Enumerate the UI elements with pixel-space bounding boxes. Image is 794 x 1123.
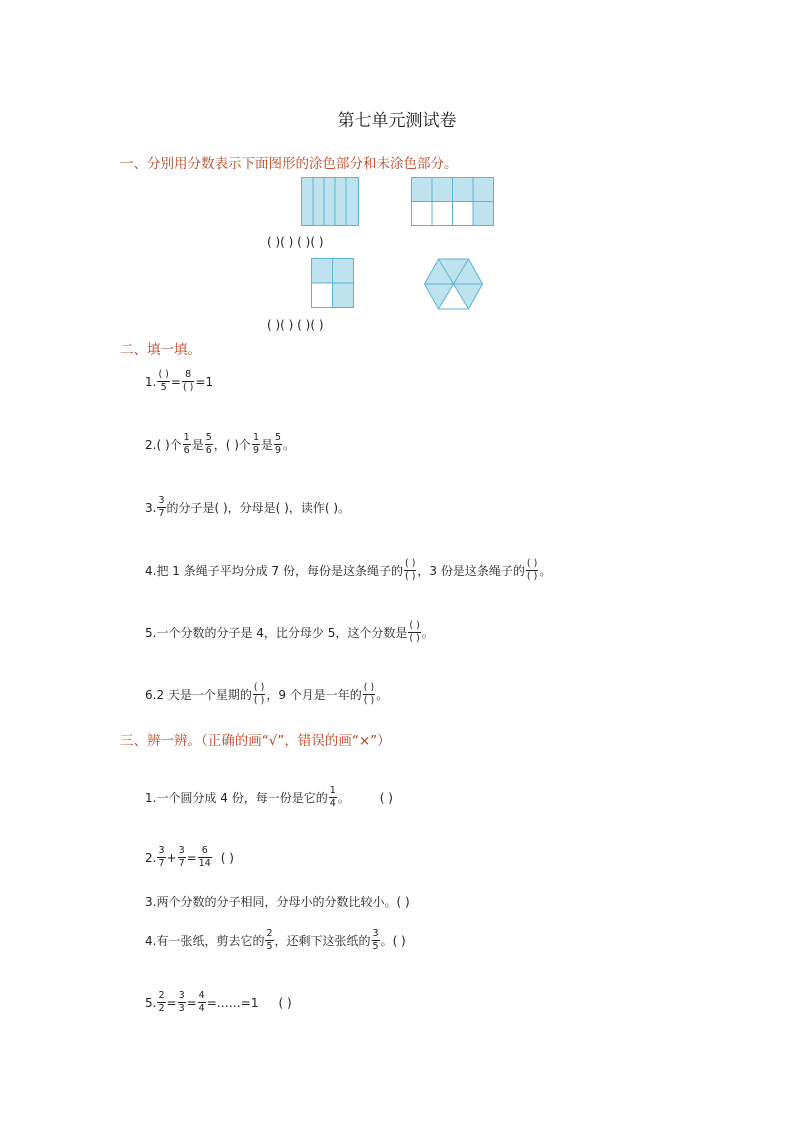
blank-fraction[interactable] (526, 559, 538, 582)
fraction-1-6 (183, 433, 191, 456)
figure-square-2x2 (311, 258, 354, 308)
page-title: 第七单元测试卷 (337, 111, 457, 131)
text: 。 (539, 564, 552, 578)
denominator: 9 (275, 445, 282, 456)
denominator: 5 (160, 382, 167, 393)
denominator: 4 (198, 1003, 205, 1014)
answer-row-2: ( )( ) ( )( ) (267, 318, 324, 332)
denominator: 5 (372, 941, 379, 952)
fraction-8-over-blank (182, 370, 194, 393)
text: 是 (260, 438, 273, 452)
numerator: 1 (329, 785, 336, 796)
denominator: 14 (198, 858, 211, 869)
blank-fraction[interactable] (253, 683, 265, 706)
text: 。 (376, 688, 389, 702)
fraction-5-9 (274, 433, 282, 456)
plus-sign: + (166, 850, 177, 865)
judge-question-3 (145, 893, 410, 910)
text: ，( )个 (213, 438, 251, 452)
fill-question-5 (145, 621, 434, 644)
numerator: 3 (372, 928, 379, 939)
numerator: 8 (185, 369, 192, 380)
question-number: 1. (145, 374, 157, 389)
numerator: 1 (183, 432, 190, 443)
numerator-blank[interactable]: ( ) (158, 369, 169, 380)
blank-fraction[interactable] (363, 683, 375, 706)
text: 的分子是( )，分母是( )，读作( )。 (166, 501, 351, 515)
fill-question-3 (145, 496, 350, 519)
denominator: 4 (329, 798, 336, 809)
answer-bracket[interactable]: ( ) (379, 790, 393, 805)
numerator: 1 (252, 432, 259, 443)
judge-question-1 (145, 786, 393, 809)
fraction-1-9 (252, 433, 260, 456)
numerator-blank[interactable]: ( ) (404, 558, 416, 569)
numerator-blank[interactable]: ( ) (253, 682, 265, 693)
fraction-1-4 (329, 786, 337, 809)
fill-question-4 (145, 559, 551, 582)
fraction-blank-over-5 (157, 370, 169, 393)
denominator: 9 (252, 445, 259, 456)
fraction-4-4 (198, 991, 206, 1014)
question-number: 5. (145, 995, 157, 1010)
answer-bracket[interactable]: ( ) (220, 850, 234, 865)
equals-sign: = (166, 995, 177, 1010)
denominator-blank[interactable]: ( ) (363, 695, 375, 706)
numerator-blank[interactable]: ( ) (409, 620, 420, 631)
answer-bracket[interactable]: ( ) (278, 995, 292, 1010)
fraction-3-7 (157, 496, 165, 519)
figure-vertical-strips (301, 177, 359, 226)
section1-heading: 一、分别用分数表示下面图形的涂色部分和未涂色部分。 (120, 156, 458, 172)
numerator: 5 (205, 432, 212, 443)
fraction-5-6 (205, 433, 213, 456)
denominator: 2 (158, 1003, 165, 1014)
text: 。 (283, 438, 296, 452)
denominator: 6 (205, 445, 212, 456)
denominator-blank[interactable]: ( ) (182, 382, 194, 393)
fraction-3-7 (178, 846, 186, 869)
denominator: 3 (178, 1003, 185, 1014)
numerator: 3 (178, 845, 185, 856)
fraction-6-14 (198, 846, 212, 869)
equals-one: =1 (195, 374, 214, 389)
numerator: 6 (201, 845, 208, 856)
equals-sign: = (186, 995, 197, 1010)
numerator-blank[interactable]: ( ) (526, 558, 538, 569)
denominator-blank[interactable]: ( ) (253, 695, 265, 706)
equals-one: =……=1 (206, 995, 259, 1010)
denominator: 5 (266, 941, 273, 952)
judge-question-4 (145, 929, 406, 952)
denominator: 7 (158, 858, 165, 869)
equals-sign: = (170, 374, 181, 389)
judge-question-5 (145, 991, 292, 1014)
numerator-blank[interactable]: ( ) (363, 682, 375, 693)
text: ，还剩下这张纸的 (274, 934, 371, 948)
text: 3.两个分数的分子相同，分母小的分数比较小。( ) (145, 895, 410, 909)
fill-question-6 (145, 683, 388, 706)
fraction-2-2 (157, 991, 165, 1014)
denominator: 6 (183, 445, 190, 456)
text: ，3 份是这条绳子的 (417, 564, 525, 578)
figure-hexagon (424, 258, 483, 310)
fraction-3-5 (372, 929, 380, 952)
text: 4.有一张纸，剪去它的 (145, 934, 265, 948)
numerator: 4 (198, 990, 205, 1001)
text: 4.把 1 条绳子平均分成 7 份，每份是这条绳子的 (145, 564, 403, 578)
numerator: 3 (158, 845, 165, 856)
blank-fraction[interactable] (408, 621, 420, 644)
text: 。 (337, 791, 350, 805)
section3-heading: 三、辨一辨。（正确的画“√”，错误的画“×”） (120, 733, 391, 749)
denominator-blank[interactable]: ( ) (404, 571, 416, 582)
fill-question-2 (145, 433, 295, 456)
numerator: 2 (266, 928, 273, 939)
fill-question-1 (145, 370, 213, 393)
judge-question-2 (145, 846, 234, 869)
denominator: 7 (158, 508, 165, 519)
numerator: 3 (178, 990, 185, 1001)
text: 。 (421, 626, 434, 640)
question-number: 3. (145, 500, 157, 515)
blank-fraction[interactable] (404, 559, 416, 582)
fraction-2-5 (265, 929, 273, 952)
text: 6.2 天是一个星期的 (145, 688, 252, 702)
text: 。( ) (380, 934, 406, 948)
numerator: 2 (158, 990, 165, 1001)
fraction-3-3 (178, 991, 186, 1014)
question-number: 2. (145, 850, 157, 865)
section2-heading: 二、填一填。 (120, 342, 201, 358)
figure-grid-4x2 (411, 177, 494, 226)
text: 2.( )个 (145, 438, 182, 452)
denominator: 7 (178, 858, 185, 869)
denominator-blank[interactable]: ( ) (526, 571, 538, 582)
fraction-3-7 (157, 846, 165, 869)
answer-row-1: ( )( ) ( )( ) (267, 235, 324, 249)
text: 1.一个圆分成 4 份，每一份是它的 (145, 791, 328, 805)
denominator-blank[interactable]: ( ) (409, 633, 420, 644)
text: ，9 个月是一年的 (266, 688, 362, 702)
text: 是 (191, 438, 204, 452)
text: 5.一个分数的分子是 4，比分母少 5，这个分数是 (145, 626, 408, 640)
equals-sign: = (186, 850, 197, 865)
numerator: 3 (158, 495, 165, 506)
numerator: 5 (275, 432, 282, 443)
